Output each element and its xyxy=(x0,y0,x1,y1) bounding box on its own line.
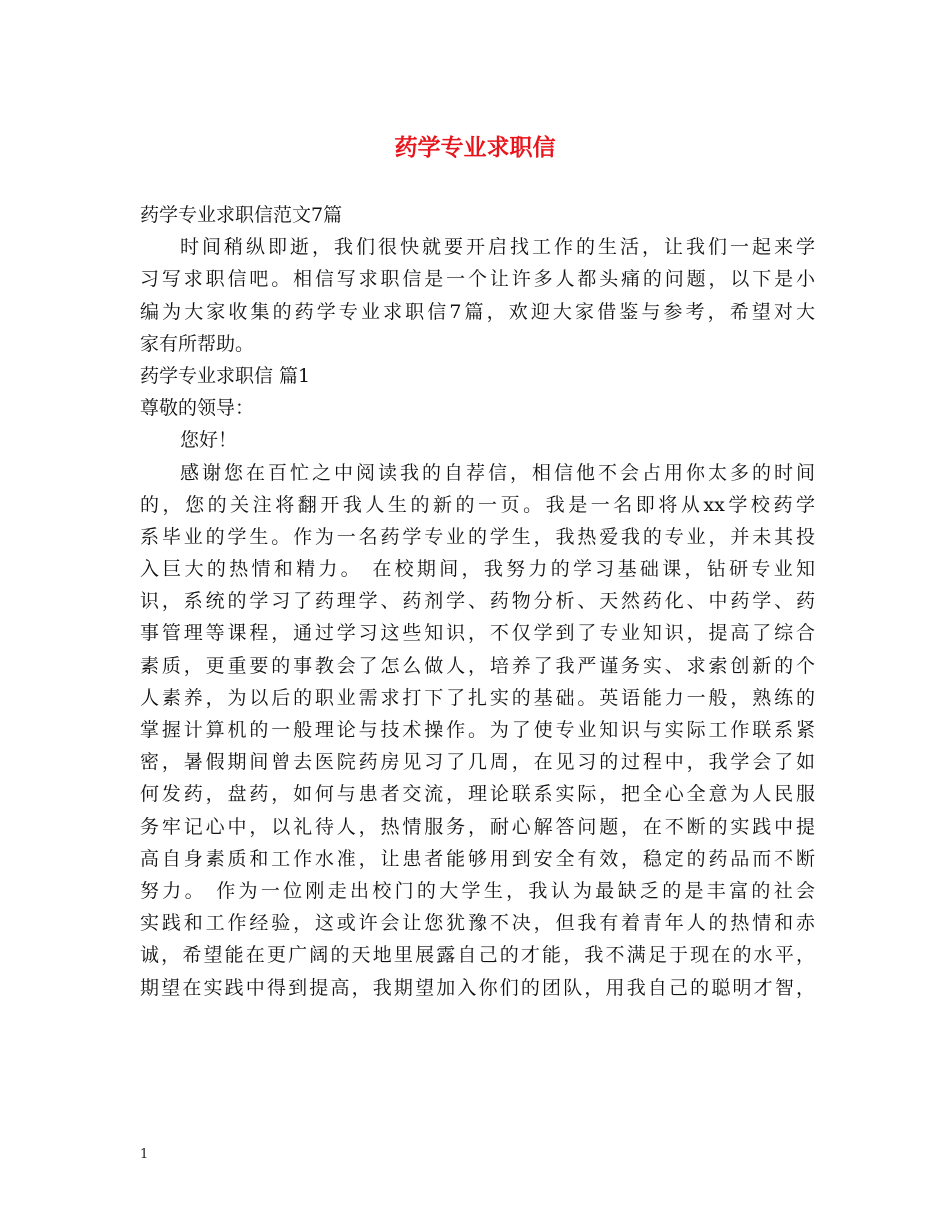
paragraph-line: 素质，更重要的事教会了怎么做人，培养了我严谨务实、求索创新的个 xyxy=(140,654,815,677)
salutation: 尊敬的领导： xyxy=(140,397,255,420)
paragraph-line: 入巨大的热情和精力。 在校期间，我努力的学习基础课，钻研专业知 xyxy=(140,558,815,581)
document-body xyxy=(140,199,815,1004)
paragraph-line: 实践和工作经验，这或许会让您犹豫不决，但我有着青年人的热情和赤 xyxy=(140,912,815,935)
paragraph-line: 习写求职信吧。相信写求职信是一个让许多人都头痛的问题，以下是小 xyxy=(140,268,815,291)
subtitle-line: 药学专业求职信范文7篇 xyxy=(140,204,343,226)
document-title: 药学专业求职信 xyxy=(394,134,556,161)
paragraph-line: 务牢记心中，以礼待人，热情服务，耐心解答问题，在不断的实践中提 xyxy=(140,815,815,838)
paragraph-line: 时间稍纵即逝，我们很快就要开启找工作的生活，让我们一起来学 xyxy=(180,236,815,259)
paragraph-line: 识，系统的学习了药理学、药剂学、药物分析、天然药化、中药学、药 xyxy=(140,590,815,613)
paragraph-line: 诚，希望能在更广阔的天地里展露自己的才能，我不满足于现在的水平， xyxy=(140,944,815,967)
page-number: 1 xyxy=(140,1147,149,1162)
paragraph-line: 人素养，为以后的职业需求打下了扎实的基础。英语能力一般，熟练的 xyxy=(140,686,815,709)
paragraph-line: 事管理等课程，通过学习这些知识，不仅学到了专业知识，提高了综合 xyxy=(140,622,815,645)
paragraph-line: 期望在实践中得到提高，我期望加入你们的团队，用我自己的聪明才智， xyxy=(140,976,815,999)
section-heading: 药学专业求职信 篇1 xyxy=(140,364,311,387)
paragraph-line: 何发药，盘药，如何与患者交流，理论联系实际，把全心全意为人民服 xyxy=(140,783,815,806)
paragraph-line: 掌握计算机的一般理论与技术操作。为了使专业知识与实际工作联系紧 xyxy=(140,719,815,741)
paragraph-line: 编为大家收集的药学专业求职信7篇，欢迎大家借鉴与参考，希望对大 xyxy=(140,300,815,323)
paragraph-line: 高自身素质和工作水准，让患者能够用到安全有效，稳定的药品而不断 xyxy=(140,847,815,870)
paragraph-line: 努力。 作为一位刚走出校门的大学生，我认为最缺乏的是丰富的社会 xyxy=(140,879,815,902)
paragraph-line: 感谢您在百忙之中阅读我的自荐信，相信他不会占用你太多的时间 xyxy=(180,461,815,484)
paragraph-line: 的，您的关注将翻开我人生的新的一页。我是一名即将从xx学校药学 xyxy=(140,493,815,516)
paragraph-line: 家有所帮助。 xyxy=(140,332,255,355)
paragraph-line: 系毕业的学生。作为一名药学专业的学生，我热爱我的专业，并未其投 xyxy=(140,525,815,548)
greeting: 您好！ xyxy=(180,429,238,452)
paragraph-line: 密，暑假期间曾去医院药房见习了几周，在见习的过程中，我学会了如 xyxy=(140,751,815,774)
